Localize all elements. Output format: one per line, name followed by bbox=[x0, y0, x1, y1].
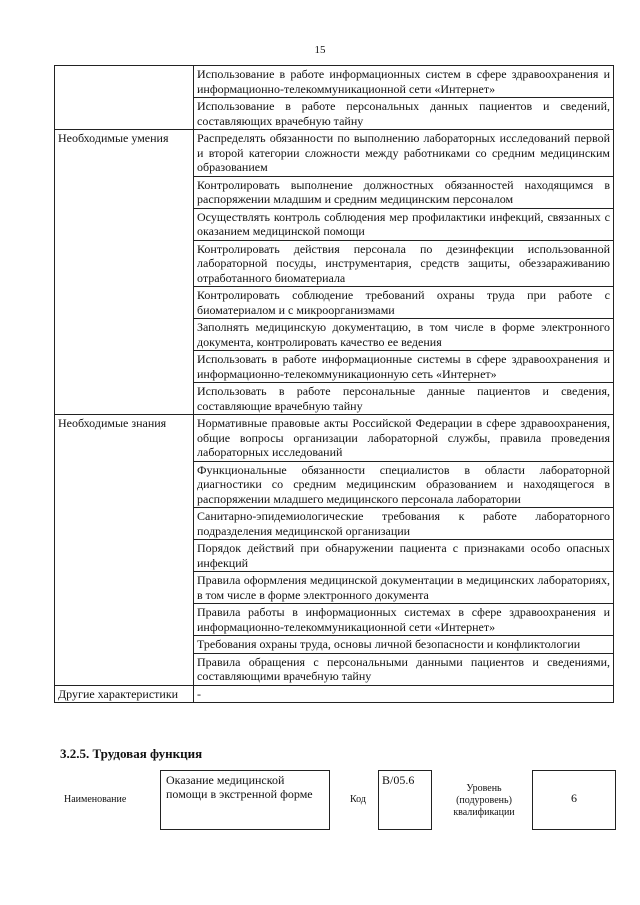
table-row bbox=[55, 415, 614, 462]
row-header bbox=[55, 66, 194, 130]
row-item: Требования охраны труда, основы личной безопасности и конфликтологии bbox=[194, 636, 614, 654]
table-row bbox=[55, 130, 614, 177]
name-label: Наименование bbox=[64, 794, 127, 805]
row-item: Санитарно-эпидемиологические требования к работе лабораторного подразделения медицинской организации bbox=[194, 508, 614, 540]
row-item: Использование в работе информационных систем в сфере здравоохранения и информационно-телекоммуникационной сети «Интернет» bbox=[194, 66, 614, 98]
row-header: Необходимые знания bbox=[55, 415, 194, 686]
row-item: Использование в работе персональных данных пациентов и сведений, составляющих врачебную тайну bbox=[194, 98, 614, 130]
row-item: Контролировать действия персонала по дезинфекции использованной лабораторной посуды, инструментария, средств защиты, обеззараживанию отработанного биоматериала bbox=[194, 240, 614, 287]
row-item: Нормативные правовые акты Российской Федерации в сфере здравоохранения, общие вопросы организации лабораторной службы, правила проведения лабораторных исследований bbox=[194, 415, 614, 462]
code-label: Код bbox=[350, 794, 366, 805]
table-row bbox=[55, 66, 614, 98]
code-value-box bbox=[378, 770, 432, 830]
level-label bbox=[440, 783, 528, 819]
row-item: Функциональные обязанности специалистов в области лабораторной диагностики со средним медицинским образованием и находящегося в распоряжении младшего медицинского персонала лаборатории bbox=[194, 461, 614, 508]
competency-table bbox=[54, 65, 614, 703]
row-header: Необходимые умения bbox=[55, 130, 194, 415]
level-label-line-3: квалификации bbox=[453, 807, 515, 818]
level-value: 6 bbox=[571, 791, 577, 805]
page-number: 15 bbox=[314, 44, 326, 56]
level-label-line-1: Уровень bbox=[466, 783, 502, 794]
level-value-box bbox=[532, 770, 616, 830]
level-label-line-2: (подуровень) bbox=[456, 795, 512, 806]
row-item: Использовать в работе персональные данные пациентов и сведения, составляющие врачебную тайну bbox=[194, 383, 614, 415]
row-item: Контролировать выполнение должностных обязанностей находящимся в распоряжении младшим и средним медицинским персоналом bbox=[194, 176, 614, 208]
row-item: Правила обращения с персональными данными пациентов и сведениями, составляющими врачебную тайну bbox=[194, 653, 614, 685]
name-value: Оказание медицинской помощи в экстренной форме bbox=[166, 773, 313, 801]
name-value-box bbox=[160, 770, 330, 830]
row-item: Порядок действий при обнаружении пациента с признаками особо опасных инфекций bbox=[194, 540, 614, 572]
row-item: Использовать в работе информационные системы в сфере здравоохранения и информационно-телекоммуникационную сеть «Интернет» bbox=[194, 351, 614, 383]
row-header: Другие характеристики bbox=[55, 685, 194, 703]
section-title: 3.2.5. Трудовая функция bbox=[60, 746, 203, 761]
row-item: Заполнять медицинскую документацию, в том числе в форме электронного документа, контролировать качество ее ведения bbox=[194, 319, 614, 351]
row-item: Правила работы в информационных системах в сфере здравоохранения и информационно-телекоммуникационной сети «Интернет» bbox=[194, 604, 614, 636]
row-item: Осуществлять контроль соблюдения мер профилактики инфекций, связанных с оказанием медицинской помощи bbox=[194, 208, 614, 240]
row-item: Контролировать соблюдение требований охраны труда при работе с биоматериалом и с микроорганизмами bbox=[194, 287, 614, 319]
row-item: Правила оформления медицинской документации в медицинских лабораториях, в том числе в форме электронного документа bbox=[194, 572, 614, 604]
table-row bbox=[55, 685, 614, 703]
row-item: Распределять обязанности по выполнению лабораторных исследований первой и второй категории сложности между работниками со средним медицинским образованием bbox=[194, 130, 614, 177]
code-value: B/05.6 bbox=[382, 773, 415, 787]
row-item: - bbox=[194, 685, 614, 703]
